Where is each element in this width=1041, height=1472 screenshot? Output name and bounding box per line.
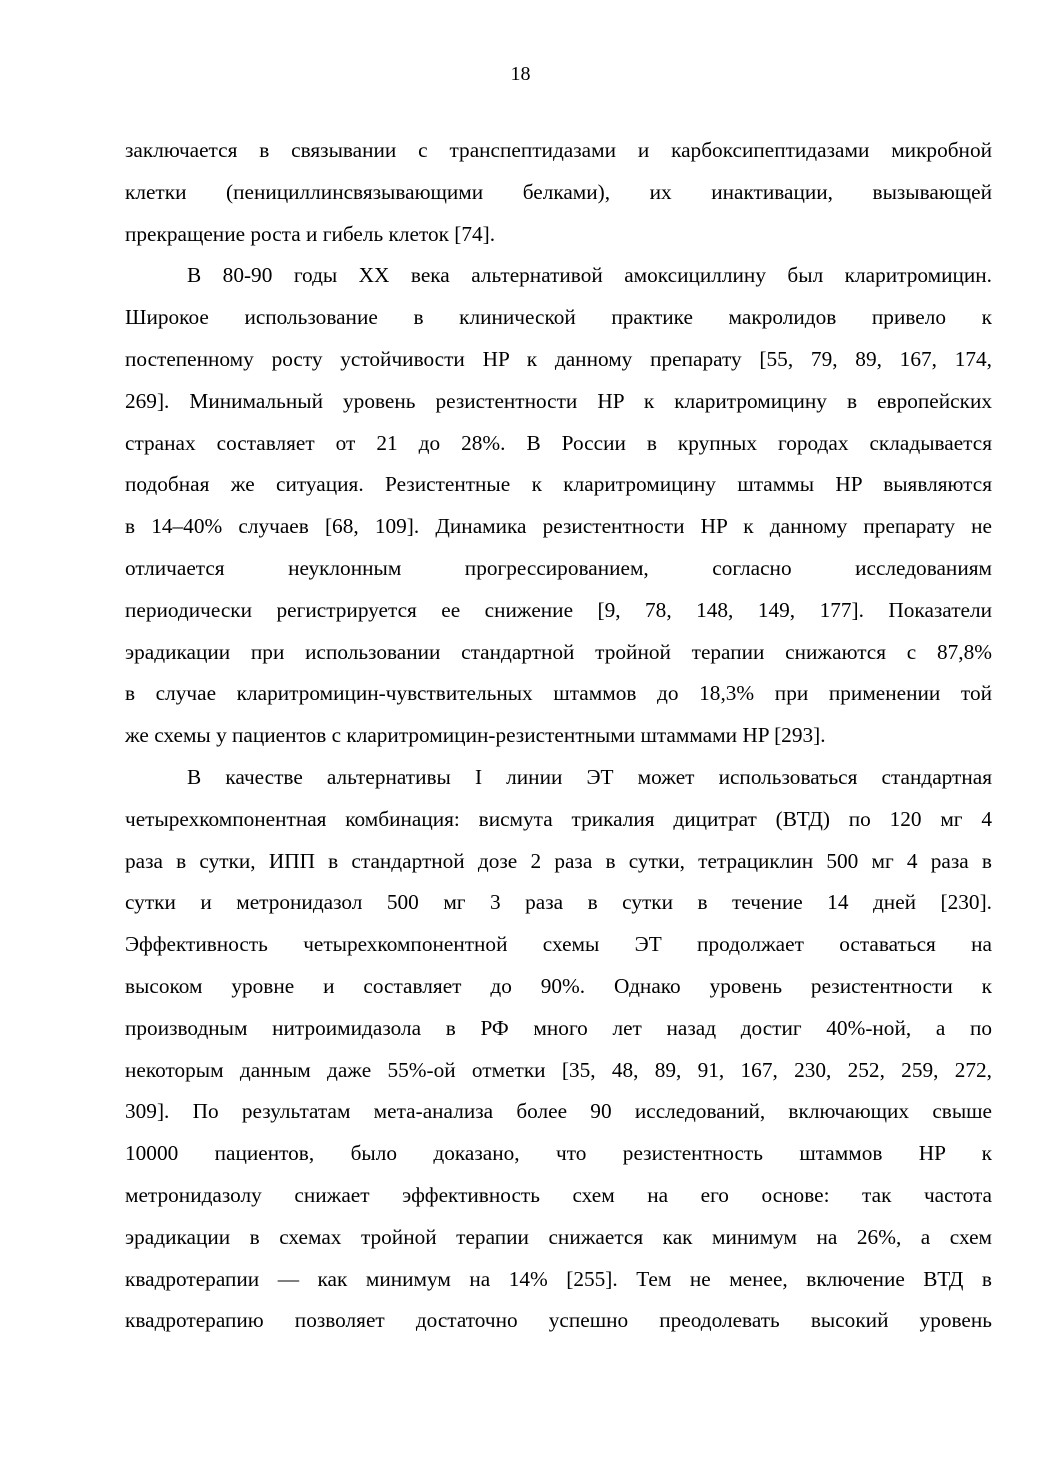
text-line: подобная же ситуация. Резистентные к кларитромицину штаммы HP выявляются <box>125 472 992 497</box>
paragraph-3 <box>125 757 992 1342</box>
text-line: квадротерапию позволяет достаточно успешно преодолевать высокий уровень <box>125 1308 992 1333</box>
text-line: в 14–40% случаев [68, 109]. Динамика резистентности HP к данному препарату не <box>125 514 992 539</box>
text-line: В 80-90 годы XX века альтернативой амоксициллину был кларитромицин. <box>187 263 992 288</box>
text-line: клетки (пенициллинсвязывающими белками), их инактивации, вызывающей <box>125 179 992 204</box>
text-line: метронидазолу снижает эффективность схем на его основе: так частота <box>125 1182 992 1207</box>
text-line: постепенному росту устойчивости HP к данному препарату [55, 79, 89, 167, 174, <box>125 346 992 371</box>
text-line: эрадикации при использовании стандартной тройной терапии снижаются с 87,8% <box>125 639 992 664</box>
text-line: странах составляет от 21 до 28%. В России в крупных городах складывается <box>125 430 992 455</box>
text-line: в случае кларитромицин-чувствительных штаммов до 18,3% при применении той <box>125 681 992 706</box>
text-line: квадротерапии — как минимум на 14% [255]. Тем не менее, включение ВТД в <box>125 1266 992 1291</box>
paragraph-2 <box>125 255 992 757</box>
text-line: прекращение роста и гибель клеток [74]. <box>125 221 496 246</box>
paragraph-1 <box>125 130 992 255</box>
text-line: периодически регистрируется ее снижение [9, 78, 148, 149, 177]. Показатели <box>125 597 992 622</box>
text-line: эрадикации в схемах тройной терапии снижается как минимум на 26%, а схем <box>125 1224 992 1249</box>
text-line: 10000 пациентов, было доказано, что резистентность штаммов HP к <box>125 1141 992 1166</box>
text-line: же схемы у пациентов с кларитромицин-резистентными штаммами HP [293]. <box>125 723 826 748</box>
text-line: некоторым данным даже 55%-ой отметки [35, 48, 89, 91, 167, 230, 252, 259, 272, <box>125 1057 992 1082</box>
text-line: раза в сутки, ИПП в стандартной дозе 2 раза в сутки, тетрациклин 500 мг 4 раза в <box>125 848 992 873</box>
text-line: высоком уровне и составляет до 90%. Однако уровень резистентности к <box>125 973 992 998</box>
text-line: Широкое использование в клинической практике макролидов привело к <box>125 305 992 330</box>
document-body <box>125 130 992 1342</box>
text-line: В качестве альтернативы I линии ЭТ может использоваться стандартная <box>187 764 992 789</box>
text-line: сутки и метронидазол 500 мг 3 раза в сутки в течение 14 дней [230]. <box>125 890 992 915</box>
text-line: Эффективность четырехкомпонентной схемы ЭТ продолжает оставаться на <box>125 932 992 957</box>
text-line: 269]. Минимальный уровень резистентности HP к кларитромицину в европейских <box>125 388 992 413</box>
text-line: 309]. По результатам мета-анализа более 90 исследований, включающих свыше <box>125 1099 992 1124</box>
text-line: отличается неуклонным прогрессированием, согласно исследованиям <box>125 555 992 580</box>
text-line: производным нитроимидазола в РФ много лет назад достиг 40%-ной, а по <box>125 1015 992 1040</box>
text-line: заключается в связывании с транспептидазами и карбоксипептидазами микробной <box>125 138 992 162</box>
page-number: 18 <box>510 63 531 85</box>
text-line: четырехкомпонентная комбинация: висмута трикалия дицитрат (ВТД) по 120 мг 4 <box>125 806 992 831</box>
